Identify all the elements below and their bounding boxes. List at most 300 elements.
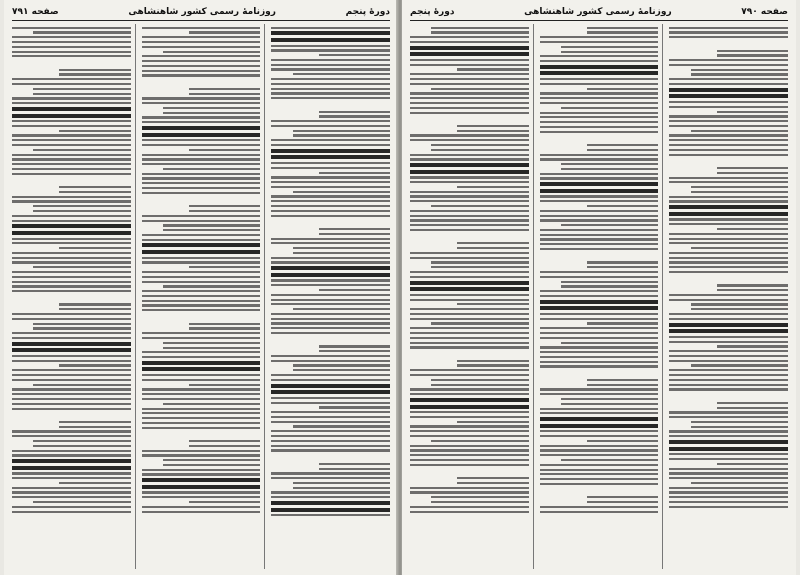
text-line: [410, 191, 529, 193]
text-line: [271, 261, 390, 263]
text-line: [410, 176, 529, 178]
text-line: [669, 218, 788, 220]
text-line: [12, 168, 131, 170]
text-line: [540, 215, 659, 217]
text-line: [669, 468, 788, 470]
text-line: [540, 92, 659, 94]
paragraph-gap: [410, 234, 529, 240]
text-line: [12, 466, 131, 470]
text-line: [669, 501, 788, 503]
text-line: [669, 27, 788, 29]
text-line: [12, 55, 131, 57]
text-line: [271, 257, 390, 259]
text-line: [271, 332, 390, 334]
text-line: [142, 55, 261, 57]
text-line: [540, 189, 659, 193]
text-line: [12, 337, 131, 339]
text-line: [410, 154, 529, 156]
text-line: [669, 120, 788, 122]
text-line: [669, 477, 788, 479]
text-line: [12, 114, 131, 118]
text-line: [59, 364, 130, 366]
text-line: [540, 238, 659, 240]
text-line: [410, 393, 529, 395]
text-line: [271, 92, 390, 94]
text-line: [691, 308, 788, 310]
text-line: [12, 511, 131, 513]
text-line: [561, 46, 658, 48]
text-line: [142, 485, 261, 489]
text-line: [293, 73, 390, 75]
text-line: [271, 416, 390, 418]
text-line: [12, 200, 131, 202]
text-line: [271, 68, 390, 70]
text-line: [540, 332, 659, 334]
text-line: [540, 356, 659, 358]
text-line: [410, 430, 529, 432]
text-line: [410, 224, 529, 226]
text-line: [142, 261, 261, 263]
text-line: [189, 445, 260, 447]
text-line: [271, 205, 390, 207]
text-line: [410, 170, 529, 174]
text-line: [457, 125, 528, 127]
right-page: [402, 0, 796, 575]
text-line: [319, 406, 390, 408]
text-line: [540, 346, 659, 348]
text-line: [142, 300, 261, 302]
text-line: [669, 59, 788, 61]
text-line: [431, 88, 528, 90]
text-line: [12, 342, 131, 346]
text-line: [271, 402, 390, 404]
text-line: [561, 398, 658, 400]
text-line: [142, 46, 261, 48]
text-line: [410, 405, 529, 409]
text-line: [540, 55, 659, 57]
text-line: [540, 271, 659, 273]
paragraph-gap: [669, 158, 788, 164]
text-line: [540, 313, 659, 315]
text-line: [142, 41, 261, 43]
text-line: [12, 454, 131, 456]
paragraph-gap: [142, 79, 261, 85]
text-line: [410, 337, 529, 339]
text-line: [319, 233, 390, 235]
text-line: [540, 295, 659, 297]
text-line: [540, 417, 659, 421]
text-line: [669, 134, 788, 136]
text-line: [163, 224, 260, 226]
text-line: [669, 360, 788, 362]
right-page-column-3: [410, 24, 534, 569]
text-line: [142, 491, 261, 493]
text-line: [142, 163, 261, 165]
text-line: [431, 205, 528, 207]
text-line: [669, 458, 788, 460]
text-line: [669, 36, 788, 38]
text-line: [142, 393, 261, 395]
text-line: [431, 379, 528, 381]
text-line: [59, 130, 130, 132]
text-line: [587, 322, 658, 324]
text-line: [540, 154, 659, 156]
text-line: [271, 299, 390, 301]
text-line: [669, 78, 788, 80]
text-line: [431, 31, 528, 33]
text-line: [669, 88, 788, 92]
text-line: [142, 478, 261, 482]
text-line: [142, 239, 261, 241]
paragraph-gap: [12, 412, 131, 418]
text-line: [271, 38, 390, 42]
text-line: [669, 233, 788, 235]
right-page-header: [410, 4, 788, 21]
text-line: [669, 115, 788, 117]
left-page-column-3: [12, 24, 136, 569]
text-line: [189, 88, 260, 90]
text-line: [431, 322, 528, 324]
text-line: [12, 271, 131, 273]
text-line: [12, 163, 131, 165]
paragraph-gap: [540, 135, 659, 141]
text-line: [669, 83, 788, 85]
text-line: [59, 186, 130, 188]
text-line: [669, 388, 788, 390]
text-line: [163, 112, 260, 114]
text-line: [540, 365, 659, 367]
text-line: [271, 45, 390, 47]
text-line: [163, 107, 260, 109]
text-line: [142, 36, 261, 38]
text-line: [142, 356, 261, 358]
text-line: [587, 31, 658, 33]
text-line: [12, 144, 131, 146]
text-line: [271, 97, 390, 99]
text-line: [59, 191, 130, 193]
text-line: [669, 323, 788, 327]
text-line: [669, 447, 788, 451]
text-line: [457, 247, 528, 249]
text-line: [540, 243, 659, 245]
text-line: [271, 501, 390, 505]
text-line: [410, 102, 529, 104]
text-line: [669, 31, 788, 33]
text-line: [12, 450, 131, 452]
text-line: [12, 388, 131, 390]
text-line: [410, 327, 529, 329]
text-line: [410, 294, 529, 296]
text-line: [12, 276, 131, 278]
text-line: [271, 279, 390, 281]
text-line: [12, 158, 131, 160]
text-line: [271, 397, 390, 399]
text-line: [457, 477, 528, 479]
text-line: [410, 491, 529, 493]
text-line: [540, 229, 659, 231]
text-line: [319, 54, 390, 56]
text-line: [142, 243, 261, 247]
text-line: [142, 417, 261, 419]
text-line: [12, 27, 131, 29]
text-line: [669, 64, 788, 66]
text-line: [669, 257, 788, 259]
text-line: [189, 323, 260, 325]
text-line: [142, 144, 261, 146]
text-line: [271, 313, 390, 315]
text-line: [59, 421, 130, 423]
text-line: [669, 261, 788, 263]
text-line: [669, 336, 788, 338]
paragraph-gap: [540, 370, 659, 376]
text-line: [410, 78, 529, 80]
text-line: [410, 219, 529, 221]
text-line: [410, 398, 529, 402]
text-line: [431, 440, 528, 442]
text-line: [12, 355, 131, 357]
text-line: [669, 374, 788, 376]
text-line: [457, 303, 528, 305]
text-line: [271, 125, 390, 127]
text-line: [293, 134, 390, 136]
text-line: [540, 210, 659, 212]
text-line: [717, 463, 788, 465]
right-page-columns: [410, 24, 788, 569]
text-line: [142, 496, 261, 498]
text-line: [12, 393, 131, 395]
text-line: [59, 73, 130, 75]
text-line: [189, 384, 260, 386]
text-line: [669, 106, 788, 108]
text-line: [410, 308, 529, 310]
left-page-column-1: [271, 24, 390, 569]
text-line: [12, 107, 131, 111]
paragraph-gap: [271, 219, 390, 225]
text-line: [410, 511, 529, 513]
paragraph-gap: [669, 276, 788, 282]
text-line: [457, 186, 528, 188]
text-line: [540, 102, 659, 104]
text-line: [540, 65, 659, 69]
text-line: [669, 149, 788, 151]
text-line: [12, 472, 131, 474]
text-line: [669, 154, 788, 156]
text-line: [12, 487, 131, 489]
text-line: [669, 355, 788, 357]
text-line: [540, 306, 659, 310]
text-line: [293, 252, 390, 254]
text-line: [717, 167, 788, 169]
text-line: [293, 487, 390, 489]
text-line: [431, 144, 528, 146]
paragraph-gap: [669, 41, 788, 47]
text-line: [271, 195, 390, 197]
text-line: [189, 31, 260, 33]
text-line: [540, 361, 659, 363]
text-line: [410, 52, 529, 56]
text-line: [12, 506, 131, 508]
text-line: [319, 111, 390, 113]
text-line: [59, 482, 130, 484]
text-line: [142, 154, 261, 156]
text-line: [410, 73, 529, 75]
text-line: [271, 83, 390, 85]
text-line: [12, 398, 131, 400]
text-line: [410, 59, 529, 61]
text-line: [540, 393, 659, 395]
text-line: [540, 483, 659, 485]
text-line: [142, 60, 261, 62]
text-line: [12, 261, 131, 263]
text-line: [33, 445, 130, 447]
text-line: [319, 115, 390, 117]
text-line: [540, 195, 659, 197]
paragraph-gap: [12, 295, 131, 301]
text-line: [410, 388, 529, 390]
paragraph-gap: [142, 314, 261, 320]
text-line: [540, 351, 659, 353]
text-line: [669, 430, 788, 432]
paragraph-gap: [669, 511, 788, 517]
text-line: [319, 468, 390, 470]
text-line: [142, 126, 261, 130]
text-line: [271, 149, 390, 153]
text-line: [410, 271, 529, 273]
text-line: [540, 36, 659, 38]
text-line: [33, 501, 130, 503]
text-line: [271, 120, 390, 122]
text-line: [410, 41, 529, 43]
text-line: [669, 453, 788, 455]
paragraph-gap: [540, 253, 659, 259]
text-line: [587, 501, 658, 503]
text-line: [669, 181, 788, 183]
text-line: [12, 134, 131, 136]
text-line: [587, 144, 658, 146]
text-line: [561, 342, 658, 344]
text-line: [271, 374, 390, 376]
text-line: [142, 379, 261, 381]
text-line: [540, 412, 659, 414]
text-line: [540, 158, 659, 160]
text-line: [319, 345, 390, 347]
text-line: [271, 477, 390, 479]
text-line: [410, 464, 529, 466]
text-line: [410, 281, 529, 285]
text-line: [717, 407, 788, 409]
text-line: [142, 276, 261, 278]
text-line: [669, 411, 788, 413]
text-line: [142, 304, 261, 306]
text-line: [189, 266, 260, 268]
text-line: [669, 212, 788, 216]
text-line: [669, 242, 788, 244]
text-line: [691, 482, 788, 484]
text-line: [669, 350, 788, 352]
text-line: [669, 416, 788, 418]
text-line: [12, 231, 131, 235]
text-line: [669, 341, 788, 343]
text-line: [540, 464, 659, 466]
text-line: [12, 332, 131, 334]
text-line: [271, 508, 390, 512]
text-line: [271, 421, 390, 423]
text-line: [669, 379, 788, 381]
text-line: [410, 299, 529, 301]
text-line: [717, 284, 788, 286]
text-line: [293, 364, 390, 366]
text-line: [12, 252, 131, 254]
text-line: [410, 449, 529, 451]
text-line: [540, 454, 659, 456]
text-line: [410, 374, 529, 376]
text-line: [717, 289, 788, 291]
text-line: [271, 303, 390, 305]
text-line: [669, 196, 788, 198]
text-line: [410, 36, 529, 38]
text-line: [540, 449, 659, 451]
text-line: [271, 327, 390, 329]
text-line: [410, 459, 529, 461]
text-line: [271, 514, 390, 516]
text-line: [142, 102, 261, 104]
text-line: [12, 125, 131, 127]
text-line: [142, 388, 261, 390]
text-line: [142, 374, 261, 376]
text-line: [540, 445, 659, 447]
text-line: [12, 242, 131, 244]
paragraph-gap: [142, 431, 261, 437]
text-line: [142, 70, 261, 72]
text-line: [410, 229, 529, 231]
text-line: [410, 134, 529, 136]
text-line: [189, 327, 260, 329]
text-line: [12, 139, 131, 141]
text-line: [669, 369, 788, 371]
text-line: [561, 168, 658, 170]
text-line: [163, 464, 260, 466]
text-line: [33, 323, 130, 325]
text-line: [540, 182, 659, 186]
text-line: [669, 139, 788, 141]
text-line: [431, 266, 528, 268]
text-line: [271, 238, 390, 240]
text-line: [142, 506, 261, 508]
text-line: [717, 402, 788, 404]
text-line: [410, 158, 529, 160]
text-line: [410, 346, 529, 348]
text-line: [540, 506, 659, 508]
text-line: [271, 186, 390, 188]
text-line: [271, 390, 390, 394]
text-line: [540, 478, 659, 480]
text-line: [12, 408, 131, 410]
text-line: [293, 308, 390, 310]
text-line: [540, 83, 659, 85]
text-line: [142, 408, 261, 410]
text-line: [12, 215, 131, 217]
text-line: [410, 342, 529, 344]
text-line: [410, 112, 529, 114]
text-line: [12, 313, 131, 315]
text-line: [691, 303, 788, 305]
text-line: [163, 459, 260, 461]
text-line: [293, 425, 390, 427]
text-line: [410, 163, 529, 167]
text-line: [142, 473, 261, 475]
text-line: [12, 154, 131, 156]
text-line: [142, 158, 261, 160]
